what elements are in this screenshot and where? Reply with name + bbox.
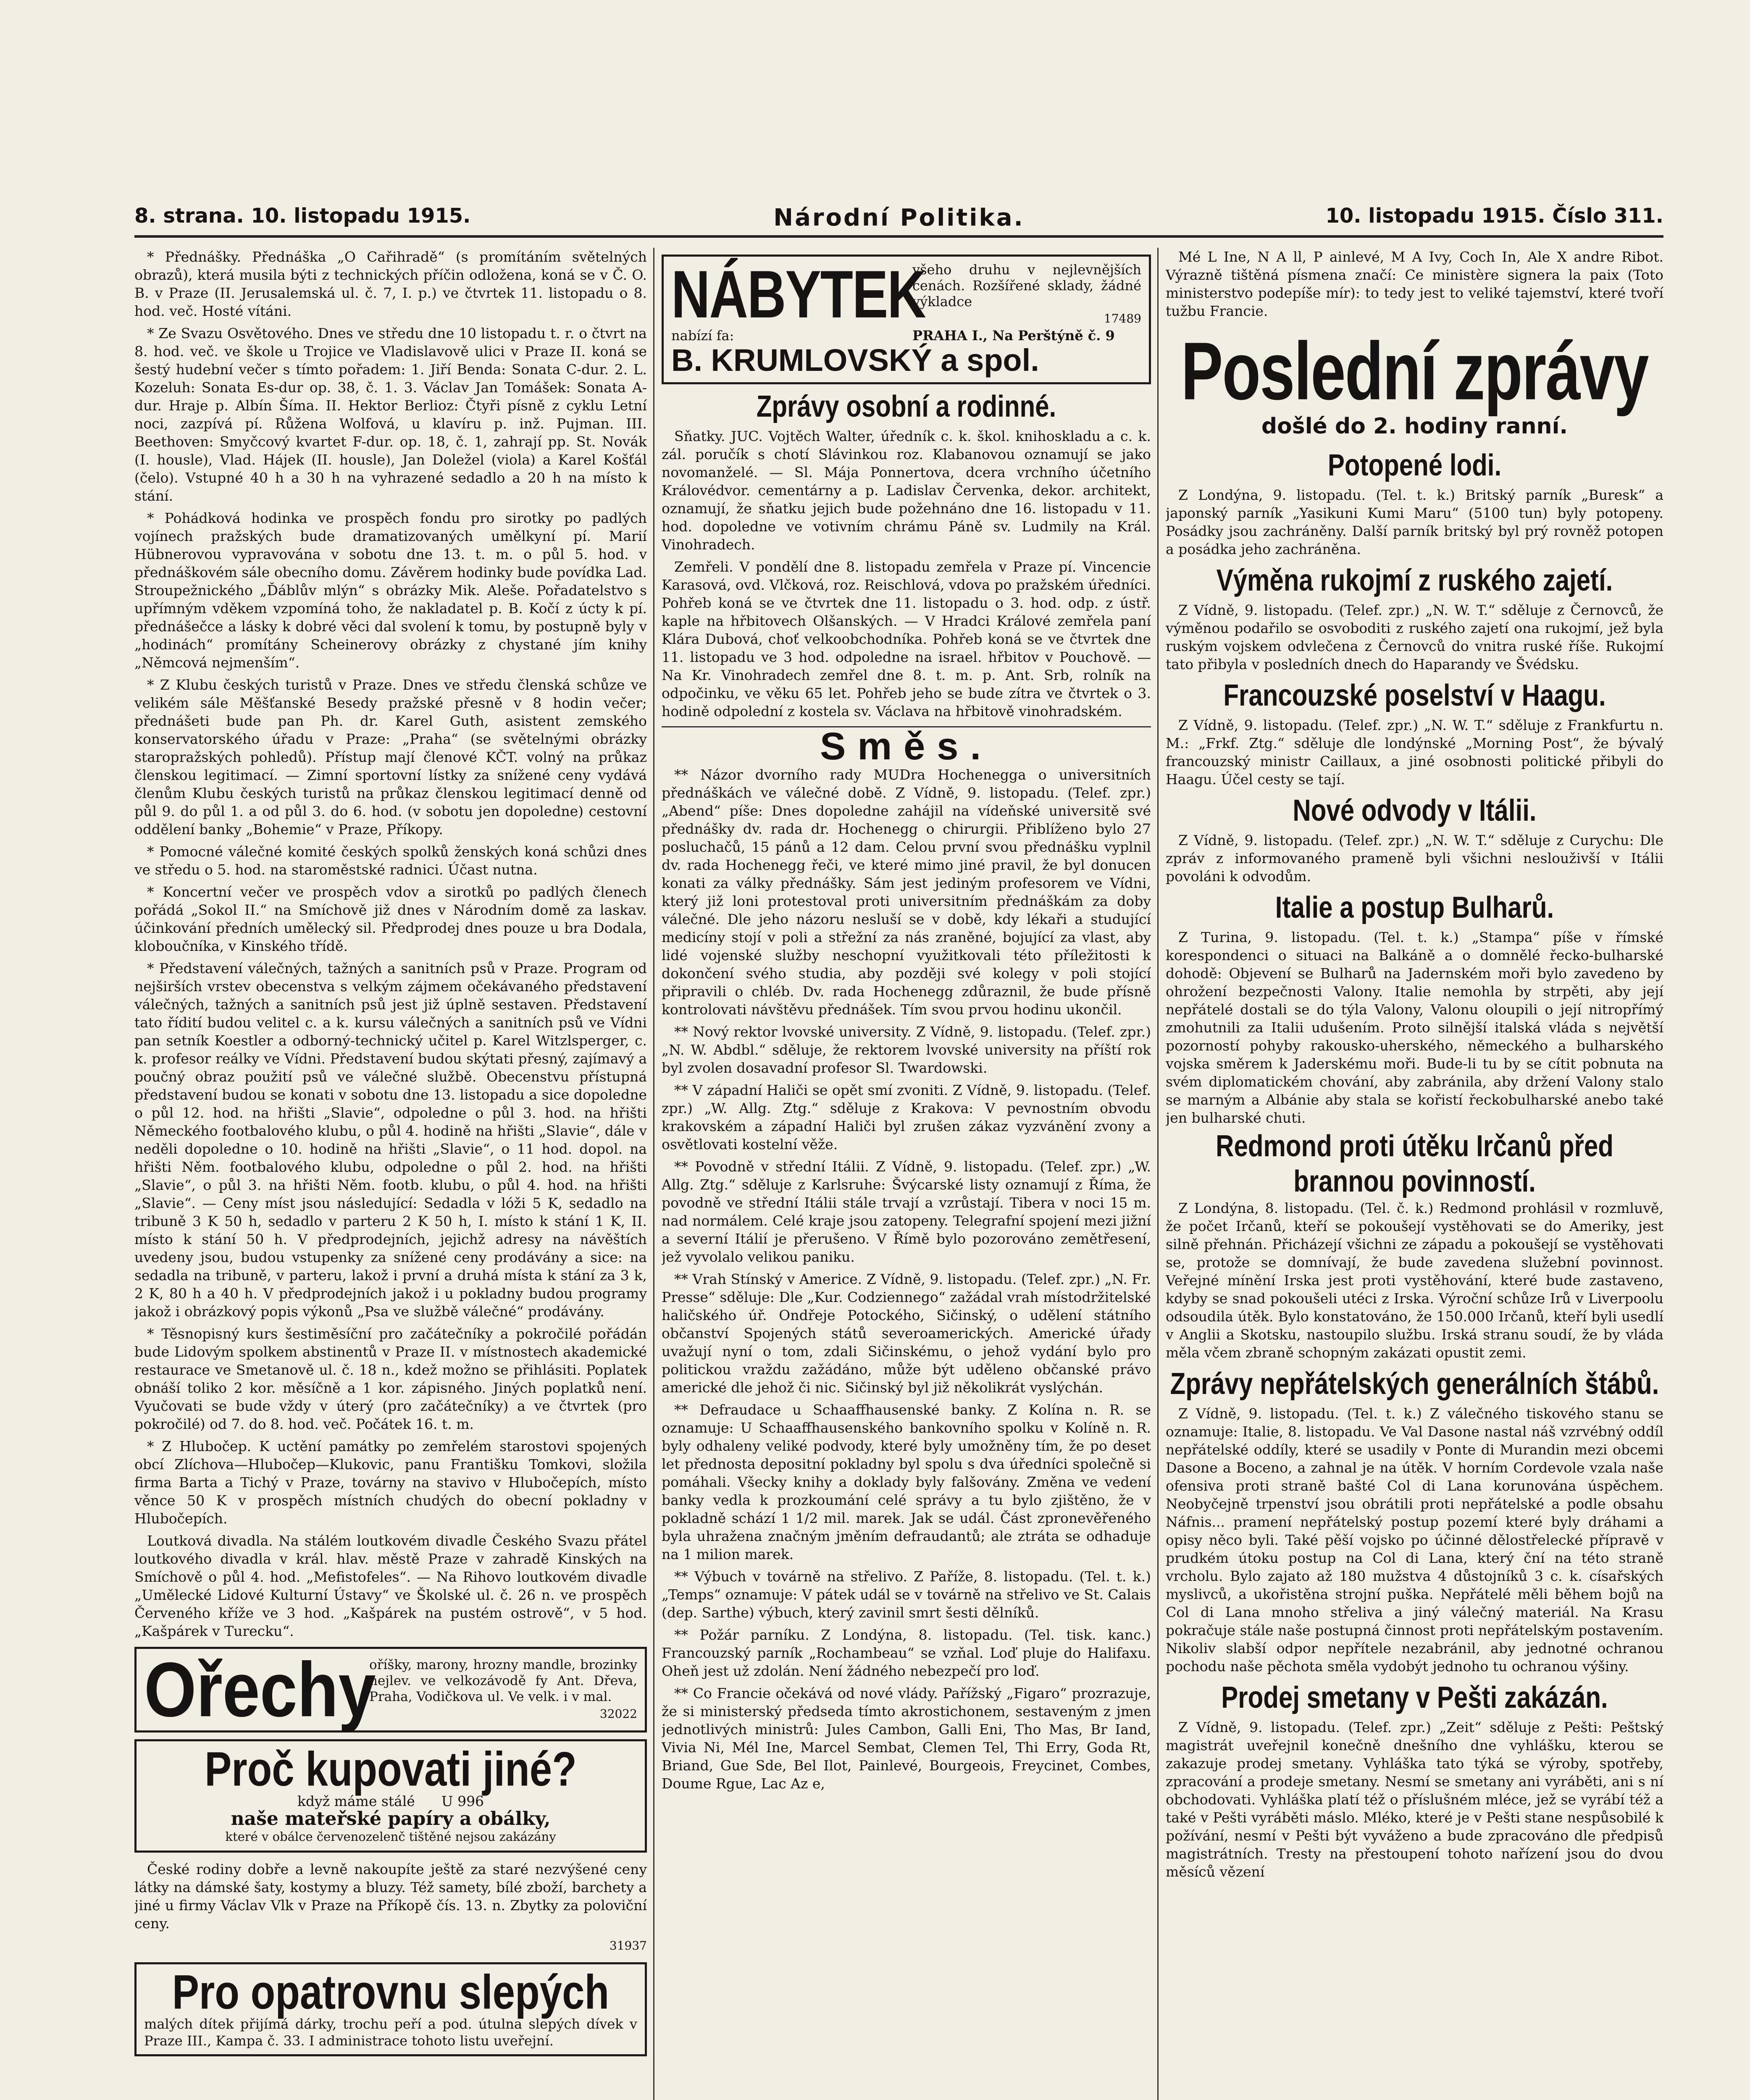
- ad-slep-text: malých dítek přijímá dárky, trochu peří a pod. útulna slepých dívek v Praze III., Kampa č. 33. I administrace tohoto listu uveřejní.: [144, 2016, 637, 2049]
- article-loutkova-divadla: Loutková divadla. Na stálém loutkovém divadle Českého Svazu přátel loutkového divadla v král. hlav. městě Praze v zahradě Kinských na Smíchově o půl 4. hod. „Mefistofeles“. — Na Rihovo loutkovém divadle „Umělecké Lidové Kulturní Ústavy“ ve Školské ul. č. 26 n. ve prospěch Červeného kříže ve 3 hod. „Kašpárek na pustém ostrově“, v 5 hod. „Kašpárek v Turecku“.: [134, 1533, 647, 1639]
- header-page-info: 8. strana. 10. listopadu 1915.: [134, 204, 471, 228]
- article-nepratelske-staby: Z Vídně, 9. listopadu. (Tel. t. k.) Z válečného tiskového stanu se oznamuje: Italie, 8. listopadu. Ve Val Dasone nastal náš vzrvébný oddíl nepřátelské oddíly, které se usadily v Ponte di Murandin mezi obcemi Dasone a Boceno, a zahnal je na útěk. V horním Cordevole vzala naše ofensiva proti straně bašté Col di Lana korunována úspěchem. Neobyčejně trpenství jsou obrátili proti nepřátelské a podle obsahu Náfnis... pramení nepřátelský postup pozemí které byly dráhami a opisy něco byli. Také pěší vojsko po účinné dělostřelecké přípravě v prudkém útoku postup na Col di Lana, který ční na této straně vrcholu. Bylo zajato až 180 mužstva 4 důstojníků 3 c. k. císařských myslivců, a ukořistěna strojní puška. Nepřátelé měli během bojů na Col di Lana mnoho střeliva a jiný válečný materiál. Na Krasu pokračuje stále naše postupná činnost proti nepřátelským postavením. Nikoliv slabší odpor nepřítele nezabránil, aby jednotné ochranou pochodu naše pěchota směla vydobýt jednoho tu ochranou výšiny.: [1166, 1405, 1663, 1675]
- ad-nabytek-address: PRAHA I., Na Perštýně č. 9: [912, 328, 1115, 344]
- article-prodej-smetany: Z Vídně, 9. listopadu. (Telef. zpr.) „Zeit“ sděluje z Pešti: Peštský magistrát uveřejnil konečně dnešního dne vyhlášku, kterou se zakazuje prodej smetany. Vyhláška tato týká se výroby, spotřeby, zpracování a prodeje smetany. Nesmí se smetany ani vyráběti, ani s ní obchodovati. Vyhláška platí též o příslušném mléce, jež se vyrábí též a také v Pešti vyráběti máslo. Mléko, které je v Pešti stane nespůsobilé k požívání, nesmí v Pešti být vyváženo a bude zpracováno dle předpisů magistrátních. Tresty na přestoupení tohoto nařízení jsou do dvou měsíců vězení: [1166, 1719, 1663, 1880]
- column-3: [1166, 248, 1663, 2100]
- heading-smes: Směs.: [820, 725, 993, 768]
- article-redmond: Z Londýna, 8. listopadu. (Tel. č. k.) Redmond prohlásil v rozmluvě, že počet Irčanů, kteří se pokoušejí vystěhovati se do Ameriky, jest silně přehnán. Přicházejí všichni ze západu a pokoušejí se vystěhovati se, protože se domnívají, že bude zavedena služební povinnost. Veřejné mínění Irska jest proti vystěhování, které bude zastaveno, kdyby se snad pokoušeli utéci z Irska. Výroční schůze Irů v Liverpoolu odsoudila útěk. Bylo konstatováno, že 150.000 Irčanů, kteří byli usedlí v Anglii a Skotsku, nastoupilo službu. Irská stranu soudí, že by vláda měla včem zbraně schopným zakázati opustit zemi.: [1166, 1200, 1663, 1361]
- heading-posledni-zpravy: Poslední zprávy: [1181, 325, 1648, 417]
- ad-proc-code: U 996: [441, 1793, 484, 1809]
- ad-orechy-title: Ořechy: [144, 1646, 376, 1733]
- article-francie-pokracovani: Mé L Ine, N A ll, P ainlevé, M A Ivy, Coch In, Ale X andre Ribot. Výrazně tištěná písmena značí: Ce ministère signera la paix (Toto ministerstvo podepíše mír): to tedy jest to veliké tajemství, které tvoří tužbu Francie.: [1166, 249, 1663, 319]
- article-snatky: Sňatky. JUC. Vojtěch Walter, úředník c. k. škol. knihoskladu a c. k. zál. poručík s chotí Slávinkou roz. Klabanovou oznamují se jako novomanželé. — Sl. Mája Ponnertova, dcera vrchního účetního Královédvor. cementárny a p. Ladislav Červenka, dekor. architekt, oznamují, že sňatku jejich bude požehnáno dne 16. listopadu v 11. hod. dopoledne ve votivním chrámu Páně sv. Ludmily na Král. Vinohradech.: [662, 428, 1151, 553]
- article-klub-turistu: * Z Klubu českých turistů v Praze. Dnes ve středu členská schůze ve velikém sále Měšťanské Besedy pražské přesně v 8 hodin večer; přednášeti bude pan Ph. dr. Karel Guth, asistent zemského konservatorského úřadu v Praze: „Praha“ (se světelnými obrázky staropražských pohledů). Přístup mají členové KČT. volný na průkaz členskou legitimací. — Zimní sportovní lístky za snížené ceny vydává členům Klubu českých turistů na průkaz členskou legitimací denně od půl 9. do půl 1. a od půl 3. do 6. hod. (v sobotu jen dopoledne) cestovní oddělení banky „Bohemie“ v Praze, Příkopy.: [134, 677, 647, 837]
- article-pohadkova-hodinka: * Pohádková hodinka ve prospěch fondu pro sirotky po padlých vojínech pražských bude dramatizovaných umělkyní pí. Marií Hübnerovou vypravována v sobotu dne 13. t. m. o půl 5. hod. v přednáškovém sále obecního domu. Závěrem hodinky bude povídka Lad. Stroupežnického „Ďáblův mlýn“ s obrázky Mik. Aleše. Pořadatelstvo s upřímným vděkem vzpomíná toho, že nakladatel p. B. Kočí z úcty k pí. přednášečce a lásky k dobré věci dal svolení k tomu, by postupně byly v „hodinách“ promítány Scheinerovy obrázky z chystané jím knihy „Němcová nejmenším“.: [134, 510, 647, 671]
- article-odvody-italie: Z Vídně, 9. listopadu. (Telef. zpr.) „N. W. T.“ sděluje z Curychu: Dle zpráv z informovaného prameně byli všichni neslouživší v Itálii povoláni k odvodům.: [1166, 832, 1663, 885]
- ad-ceske-rodiny-text: České rodiny dobře a levně nakoupíte ještě za staré nezvýšené ceny látky na dámské šaty, kostymy a bluzy. Též samety, bílé zboží, barchety a jiné u firmy Václav Vlk v Praze na Příkopě čís. 13. n. Zbytky za poloviční ceny.: [134, 1861, 647, 1932]
- article-pomocne-komite: * Pomocné válečné komité českých spolků ženských koná schůzi dnes ve středu o 5. hod. na staroměstské radnici. Účast nutna.: [134, 843, 647, 878]
- column-2: [662, 248, 1151, 2100]
- article-vybuch-tovarna: ** Výbuch v továrně na střelivo. Z Paříže, 8. listopadu. (Tel. t. k.) „Temps“ oznamuje: V pátek udál se v továrně na střelivo ve St. Calais (dep. Sarthe) výbuch, který zavinil smrt šesti dělníků.: [662, 1568, 1151, 1621]
- header-issue-info: 10. listopadu 1915. Číslo 311.: [1325, 204, 1663, 228]
- article-italie-bulhari: Z Turina, 9. listopadu. (Tel. t. k.) „Stampa“ píše v římské korespondenci o situaci na Balkáně a o domnělé řecko-bulharské dohodě: Objevení se Bulharů na Jadernském moři bylo zavedeno by ohrožení bezpečnosti Valony. Italie nemohla by strpěti, aby její nepřátelé dostali se do týla Valony, Valonu oloupili o její nitropřímý zmohutnili za Italii udušením. Proto silnější italská vláda s největší pozorností pohyby rakousko-uherského, německého a bulharského vojska směrem k Jaderskému moři. Bude-li tu by se cítit pobnuta na svém diplomatickém chování, aby zabránila, aby držení Valony stalo se marným a Albánie aby stala se kořistí řeckobulharské anebo také jen bulharské chuti.: [1166, 929, 1663, 1126]
- article-pozar-parniku: ** Požár parníku. Z Londýna, 8. listopadu. (Tel. tisk. kanc.) Francouzský parník „Rochambeau“ se vzňal. Loď pluje do Halifaxu. Oheň jest už zdolán. Není žádného nebezpečí pro loď.: [662, 1627, 1151, 1679]
- ad-nabytek-text: všeho druhu v nejlevnějších cenách. Rozšířené sklady, žádné výkladce: [912, 262, 1141, 310]
- article-svaz-osvetovy: * Ze Svazu Osvětového. Dnes ve středu dne 10 listopadu t. r. o čtvrt na 8. hod. več. ve škole u Trojice ve Vladislavově ulici v Praze II. koná se šestý hudební večer s tímto pořadem: 1. Jiří Benda: Sonata C-dur. 2. L. Kozeluh: Sonata Es-dur op. 38, č. 1. 3. Václav Jan Tomášek: Sonata A-dur. Hraje p. Albín Šíma. II. Hektor Berlioz: Čtyři písně z cyklu Letní noci, zazpívá pí. Růžena Wolfová, u klavíru p. inž. Pujman. III. Beethoven: Smyčcový kvartet F-dur. op. 18, č. 1, zahrají pp. St. Novák (I. housle), Vlad. Hájek (II. housle), Jan Doležel (viola) a Karel Košťál (čelo). Vstupné 40 h a 30 h na vyhrazené sedadlo a 20 h na místo k stání.: [134, 325, 647, 504]
- ad-orechy-text: oříšky, marony, hrozny mandle, brozinky nejlev. ve velkozávodě fy Ant. Dřeva, Praha, Vodičkova ul. Ve velk. i v mal.: [369, 1657, 637, 1704]
- ad-proc-line1: když máme stálé: [297, 1793, 415, 1809]
- article-hochenegg: ** Názor dvorního rady MUDra Hocheneggа o universitních přednáškách ve válečné době. Z Vídně, 9. listopadu. (Telef. zpr.) „Abend“ píše: Dnes dopoledne zahájil na vídeňské universitě své přednášky dv. rada dr. Hochenegg o chirurgii. Přiblíženo bylo 27 posluchačů, 15 pánů a 12 dam. Celou první svou přednášku vyplnil dv. rada Hochenegg řeči, ve které mimo jiné pravil, že byl donucen konati za války přednášky. Sám jest jediným profesorem ve Vídni, který již loni protestoval proti universitním přednáškám za doby válečné. Dle jeho názoru nesluší se v době, kdy lékaři a studující medicíny stojí v poli a střežní za nás zraněné, bojující za vlast, aby lidé vojenské služby neschopní využitkovali této příležitosti k dokončení svého studia, aby později své kolegy v poli stojící připravili o chléb. Dv. rada Hochenegg zdůraznil, že bude přísně kontrolovati návštěvu přednášek. Tím svou prvou hodinu ukončil.: [662, 766, 1151, 1018]
- heading-italie-bulhari: Italie a postup Bulharů.: [1275, 890, 1554, 924]
- column-rule-1: [653, 248, 654, 2100]
- heading-potopene-lodi: Potopené lodi.: [1327, 448, 1502, 482]
- ad-nabytek-code: 17489: [1104, 312, 1141, 326]
- article-francie-vlada: ** Co Francie očekává od nové vlády. Pařížský „Figaro“ prozrazuje, že si ministerský předseda tímto akrostichonem, sestaveným z jmen jednotlivých ministrů: Jules Cambon, Galli Eni, Tho Mas, Br Iand, Vivia Ni, Mél Ine, Marcel Sembat, Clemen Tel, Thi Erry, Goda Rt, Briand, Gue Sde, Bel Ilot, Painlevé, Bourgeois, Freycinet, Combes, Doume Rgue, Lac Az e,: [662, 1685, 1151, 1792]
- article-tesnopisny-kurs: * Těsnopisný kurs šestiměsíční pro začátečníky a pokročilé pořádán bude Lidovým spolkem abstinentů v Praze II. v místnostech akademické restaurace ve Smetanově ul. č. 18 n., kdež možno se přihlásiti. Poplatek obnáší toliko 2 kor. měsíčně a 1 kor. zápisného. Jiných poplatků není. Vyučovati se bude vždy v úterý (pro začátečníky) a ve čtvrtek (pro pokročilé) od 7. do 8. hod. več. Počátek 16. t. m.: [134, 1326, 647, 1432]
- article-halic-zvoneni: ** V západní Haliči se opět smí zvoniti. Z Vídně, 9. listopadu. (Telef. zpr.) „W. Allg. Ztg.“ sděluje z Krakova: V pevnostním obvodu krakovském a západní Haliči byl zrušen zákaz vyzvánění zvony a osvětlovati kostelní věže.: [662, 1082, 1151, 1152]
- article-valecni-psi: * Představení válečných, tažných a sanitních psů v Praze. Program od nejširších vrstev obecenstva s velkým zájmem očekávaného představení válečných, tažných a sanitních psů jest již úplně sestaven. Představení tato řídití budou velitel c. a k. kursu válečných a sanitních psů ve Vídni pan setník Koestler a odborný-technický učitel p. Karel Witzlsperger, c. k. profesor reálky ve Vídni. Představení budou skýtati přesný, zajímavý a poučný obraz použití psů ve válečné službě. Obecenstvu přístupná představení budou se konati v sobotu dne 13. listopadu a sice dopoledne o půl 12. hod. na hřišti „Slavie“, odpoledne o půl 3. hod. na hřišti Německého footbalového klubu, o půl 4. hodině na hřišti „Slavie“, dále v neděli dopoledne o 10. hodině na hřišti „Slavie“, o 11 hod. dopol. na hřišti Něm. footbalového klubu, odpoledne o půl 2. hod. na hřišti „Slavie“, o půl 3. na hřišti Něm. footb. klubu, o půl 4. hod. na hřišti „Slavie“. — Ceny míst jsou následující: Sedadla v lóži 5 K, sedadlo na tribuně 3 K 50 h, sedadlo v parteru 2 K 50 h, I. místo k stání 1 K, II. místo k stání 50 h. V předprodejních, jejichž adresy na návěštích uvedeny jsou, budou vstupenky za snížené ceny prodávány a sice: na sedadla na tribuně, v parteru, lakož i první a druhá místa k stání za 3 k, 2 K, 80 h a 40 h. V předprodejních jakož i u pokladny budou programy jakož i obrázkový popis výkonů „Psa ve službě válečné“ prodávány.: [134, 960, 647, 1320]
- heading-vymena-rukojmi: Výměna rukojmí z ruského zajetí.: [1216, 563, 1613, 597]
- heading-odvody-italie: Nové odvody v Itálii.: [1293, 793, 1537, 827]
- ad-proc-kupovati: [134, 1739, 647, 1853]
- article-zemreli: Zemřeli. V pondělí dne 8. listopadu zemřela v Praze pí. Vincencie Karasová, ovd. Vlčková, roz. Reischlová, vdova po pražském úředníci. Pohřeb koná se ve čtvrtek dne 11. listopadu o 3. hod. odp. z ústř. kaple na hřbitovech Olšanských. — V Hradci Králové zemřela paní Klára Dubová, choť velkoobchodníka. Pohřeb koná se ve čtvrtek dne 11. listopadu ve 3 hod. odpoledne na israel. hřbitov v Pouchově. — Na Kr. Vinohradech zemřel dne 8. t. m. p. Ant. Srb, rolník na odpočinku, ve věku 65 let. Pohřeb jeho se bude zítra ve čtvrtek o 3. hodině odpolední z kostela sv. Václava na hřbitově vinohradském.: [662, 559, 1151, 719]
- heading-nepratelske-staby: Zprávy nepřátelských generálních štábů.: [1170, 1367, 1659, 1401]
- ad-nabytek-offer: nabízí fa:: [671, 328, 734, 344]
- ad-ceske-rodiny: [134, 1860, 647, 1955]
- column-rule-2: [1157, 248, 1159, 2100]
- ad-opatrovna-slepych: [134, 1962, 647, 2056]
- ad-proc-line2: naše mateřské papíry a obálky,: [231, 1808, 551, 1830]
- article-koncertni-vecer: * Koncertní večer ve prospěch vdov a sirotků po padlých členech pořádá „Sokol II.“ na Smíchově již dnes v Národním domě za laskav. účinkování předních umělecký sil. Předprodej dnes pouze u bra Dodala, kloboučníka, v Kinského třídě.: [134, 884, 647, 954]
- heading-posledni-zpravy-sub: došlé do 2. hodiny ranní.: [1261, 414, 1568, 439]
- ad-nabytek-title: NÁBYTEK: [671, 257, 925, 332]
- article-poselstvi-haag: Z Vídně, 9. listopadu. (Telef. zpr.) „N. W. T.“ sděluje z Frankfurtu n. M.: „Frkf. Ztg.“ sděluje dle londýnské „Morning Post“, že bývalý francouzský ministr Caillaux, a jiné osobnosti politické přibyli do Haagu. Účel cesty se tají.: [1166, 717, 1663, 788]
- masthead-title: Národní Politika.: [773, 204, 1025, 231]
- heading-prodej-smetany: Prodej smetany v Pešti zakázán.: [1221, 1680, 1608, 1714]
- page-header: [134, 197, 1663, 238]
- article-hlubocepy: * Z Hlubočep. K uctění památky po zemřelém starostovi spojených obcí Zlíchova—Hlubočep—Klukovic, panu Františku Tomkovi, složila firma Barta a Tichý v Praze, továrny na stavivo v Hlubočepích, místo věnce 50 K v prospěch místních chudých do obecní pokladny v Hlubočepích.: [134, 1438, 647, 1527]
- ad-proc-line3: které v obálce červenozelenč tištěné nejsou zakázány: [225, 1830, 556, 1844]
- article-vymena-rukojmi: Z Vídně, 9. listopadu. (Telef. zpr.) „N. W. T.“ sděluje z Černovců, že výměnou podařilo se osvoboditi z ruského zajetí ona rukojmí, jež byla ruským vojskem odvlečena z Černovců do vnitra ruské říše. Rukojmí tato přibyla v posledních dnech do Haparandy ve Švédsku.: [1166, 602, 1663, 672]
- heading-redmond: Redmond proti útěku Irčanů před brannou povinností.: [1216, 1129, 1613, 1198]
- ad-orechy: [134, 1647, 647, 1732]
- ad-slep-title: Pro opatrovnu slepých: [172, 1965, 610, 2019]
- article-rektor-lvov: ** Nový rektor lvovské university. Z Vídně, 9. listopadu. (Telef. zpr.) „N. W. Abdbl.“ sděluje, že rektorem lvovské university na příští rok byl zvolen dosavadní profesor Sl. Twardowski.: [662, 1024, 1151, 1076]
- column-1: [134, 248, 647, 2100]
- article-vrah-sicinsky: ** Vrah Stínský v Americe. Z Vídně, 9. listopadu. (Telef. zpr.) „N. Fr. Presse“ sděluje: Dle „Kur. Codziennego“ zažádal vrah místodržitelské haličského úř. Ondřeje Potockého, Sičinský, o udělení státního občanství Spojených států severoamerických. Americké úřady uvažují nyní o tom, zdali Sičinskému, o jehož vydání bylo pro politickou vraždu zažádáno, může být uděleno občanské právo americké dle jehož či nic. Sičinský byl již několikrát vyslýchán.: [662, 1271, 1151, 1396]
- article-potopene-lodi: Z Londýna, 9. listopadu. (Tel. t. k.) Britský parník „Buresk“ a japonský parník „Yasikuni Kumi Maru“ (5100 tun) byly potopeny. Posádky jsou zachráněny. Další parník britský byl prý rovněž potopen a posádka jeho zachráněna.: [1166, 487, 1663, 557]
- article-povodne-italie: ** Povodně v střední Itálii. Z Vídně, 9. listopadu. (Telef. zpr.) „W. Allg. Ztg.“ sděluje z Karlsruhe: Švýcarské listy oznamují z Říma, že povodně ve střední Itálii stále trvají a vzrůstají. Tibera v noci 15 m. nad normálem. Celé kraje jsou zatopeny. Telegrafní spojení mezi jižní a severní Itálií je přerušeno. V Římě bylo pozorováno zemětřesení, jež vyvolalo velikou paniku.: [662, 1158, 1151, 1265]
- ad-nabytek-firm: B. KRUMLOVSKÝ a spol.: [671, 343, 1039, 378]
- heading-zpravy-osobni: Zprávy osobní a rodinné.: [756, 389, 1056, 423]
- ad-nabytek: [662, 255, 1151, 384]
- article-defraudace: ** Defraudace u Schaaffhausenské banky. Z Kolína n. R. se oznamuje: U Schaaffhausenského bankovního spolku v Kolíně n. R. byly odhaleny veliké podvody, které byly umožněny tím, že po deset let přednosta depositní pokladny byl spolu s dva úředníci společně si pomáhali. Všecky knihy a doklady byly falšovány. Změna ve vedení banky vedla k prozkoumání celé správy a tu bylo zjištěno, že v pokladně schází 1 1/2 mil. marek. Jak se udál. Část zpronevěřeného byla uhražena značným jměním defraudantů; ale ztráta se odhaduje na 1 milion marek.: [662, 1402, 1151, 1562]
- heading-poselstvi-haag: Francouzské poselství v Haagu.: [1223, 678, 1606, 712]
- ad-ceske-rodiny-code: 31937: [609, 1939, 647, 1953]
- ad-orechy-code: 32022: [599, 1706, 637, 1721]
- ad-proc-title: Proč kupovati jiné?: [205, 1742, 577, 1796]
- article-prednasky: * Přednášky. Přednáška „O Cařihradě“ (s promítáním světelných obrazů), která musila býti z technických příčin odložena, koná se v Č. O. B. v Praze (II. Jerusalemská ul. č. 7, I. p.) ve čtvrtek 11. listopadu o 8. hod. več. Hosté vítáni.: [134, 249, 647, 319]
